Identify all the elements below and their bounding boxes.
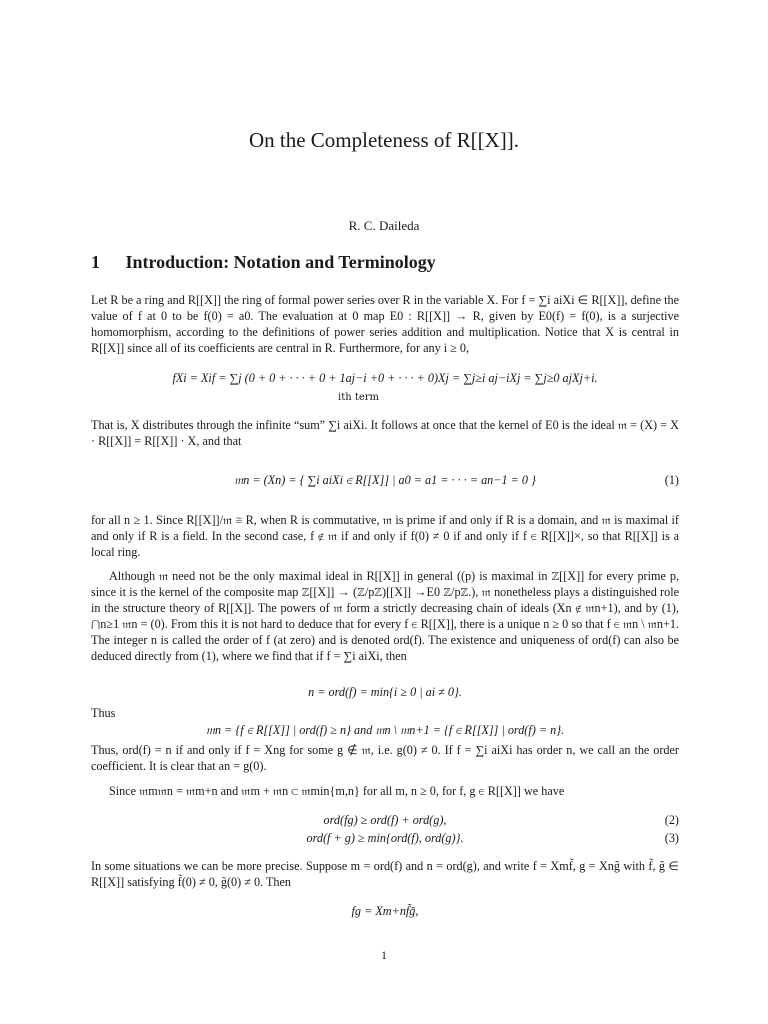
equation-1-number: (1) [664, 473, 679, 487]
section-number: 1 [91, 252, 100, 272]
paragraph-thus: Thus [91, 706, 116, 720]
equation-2-number: (2) [664, 813, 679, 827]
paragraph-order: Although 𝔪 need not be the only maximal ideal in R[[X]] in general ((p) is maximal in ℤ[[X]] for every prime p, since it is the kernel of the composite map ℤ[[X]] → (ℤ/pℤ)[[X]] →E0 ℤ/pℤ.), 𝔪 nonetheless plays a distinguished role in the structure theory of R[[X]]. The powers of 𝔪 form a strictly decreasing chain of ideals (Xn ∉ 𝔪n+1), and by (1), ⋂n≥1 𝔪n = (0). From this it is not hard to deduce that for every f ∈ R[[X]], there is a unique n ≥ 0 so that f ∈ 𝔪n \ 𝔪n+1. The integer n is called the order of f (at zero) and is denoted ord(f). The existence and uniqueness of ord(f) can also be deduced directly from (1), where we find that if f = ∑i aiXi, then [91, 569, 679, 663]
paper-author: R. C. Daileda [348, 218, 420, 233]
equation-3 [91, 830, 679, 846]
paper-title: On the Completeness of R[[X]]. [248, 128, 520, 152]
paragraph-kernel: That is, X distributes through the infinite “sum” ∑i aiXi. It follows at once that the kernel of E0 is the ideal 𝔪 = (X) = X · R[[X]] = R[[X]] · X, and that [91, 418, 679, 448]
equation-3-body: ord(f + g) ≥ min{ord(f), ord(g)}. [306, 831, 464, 845]
equation-ord-def: n = ord(f) = min{i ≥ 0 | ai ≠ 0}. [308, 685, 462, 699]
section-title: Introduction: Notation and Terminology [125, 252, 436, 272]
equation-x-central: fXi = Xif = ∑j (0 + 0 + · · · + 0 + 1aj−i +0 + · · · + 0)Xj = ∑j≥i aj−iXj = ∑j≥0 ajXj+i. [172, 371, 598, 385]
page-number: 1 [381, 948, 387, 962]
equation-mn: 𝔪n = {f ∈ R[[X]] | ord(f) ≥ n} and 𝔪n \ 𝔪n+1 = {f ∈ R[[X]] | ord(f) = n}. [205, 723, 565, 737]
paragraph-order-coefficient: Thus, ord(f) = n if and only if f = Xng for some g ∉ 𝔪, i.e. g(0) ≠ 0. If f = ∑i aiXi has order n, we call an the order coefficient. It is clear that an = g(0). [91, 743, 679, 773]
equation-1-body: 𝔪n = (Xn) = { ∑i aiXi ∈ R[[X]] | a0 = a1 = · · · = an−1 = 0 } [234, 473, 536, 487]
equation-3-number: (3) [664, 831, 679, 845]
paragraph-precise: In some situations we can be more precise. Suppose m = ord(f) and n = ord(g), and write f = Xmf̃, g = Xng̃ with f̃, g̃ ∈ R[[X]] satisfying f̃(0) ≠ 0, g̃(0) ≠ 0. Then [91, 859, 679, 889]
paragraph-inequalities: Since 𝔪m𝔪n = 𝔪m+n and 𝔪m + 𝔪n ⊂ 𝔪min{m,n} for all m, n ≥ 0, for f, g ∈ R[[X]] we have [109, 784, 565, 798]
equation-x-central-note: ith term [338, 392, 380, 403]
equation-fg: fg = Xm+nf̃g̃, [351, 904, 419, 918]
equation-1 [91, 472, 679, 488]
paragraph-intro: Let R be a ring and R[[X]] the ring of formal power series over R in the variable X. For f = ∑i aiXi ∈ R[[X]], define the value of f at 0 to be f(0) = a0. The evaluation at 0 map E0 : R[[X]] → R, given by E0(f) = f(0), is a surjective homomorphism, according to the definitions of power series addition and multiplication. Notice that X is central in R[[X]] since all of its coefficients are central in R. Furthermore, for any i ≥ 0, [91, 293, 679, 355]
section-heading [91, 252, 436, 273]
equation-2 [91, 812, 679, 828]
paragraph-local-ring: for all n ≥ 1. Since R[[X]]/𝔪 ≅ R, when R is commutative, 𝔪 is prime if and only if R is a domain, and 𝔪 is maximal if and only if R is a field. In the second case, f ∉ 𝔪 if and only if f(0) ≠ 0 if and only if f ∈ R[[X]]×, so that R[[X]] is a local ring. [91, 513, 679, 559]
equation-2-body: ord(fg) ≥ ord(f) + ord(g), [323, 813, 447, 827]
